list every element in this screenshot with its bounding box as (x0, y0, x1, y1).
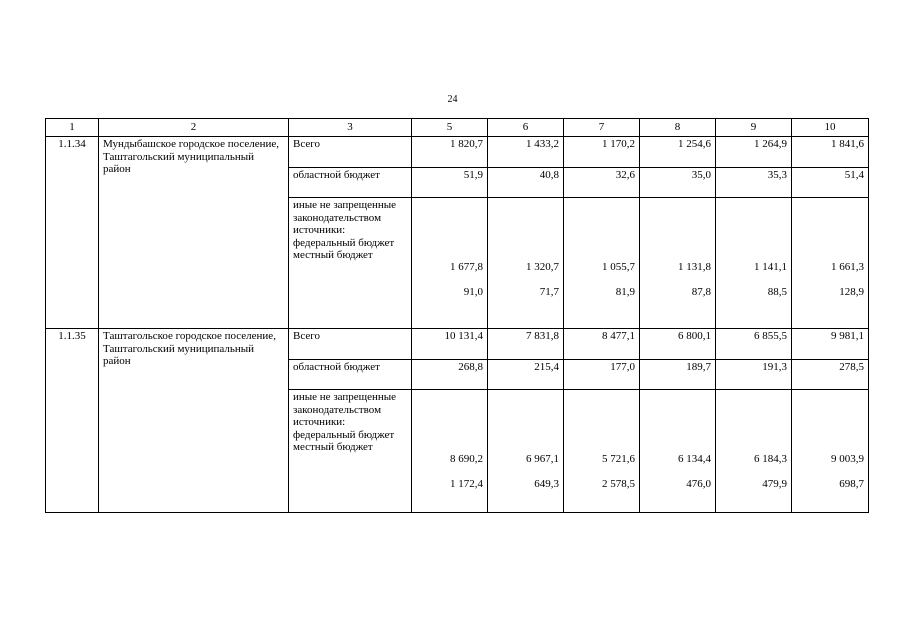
value-cell: 268,8 (412, 360, 488, 390)
page-number: 24 (447, 94, 458, 105)
federal-value: 1 320,7 (526, 261, 559, 273)
source-label (289, 390, 412, 513)
federal-value: 1 131,8 (678, 261, 711, 273)
value-cell: 40,8 (488, 168, 564, 198)
row-code: 1.1.35 (46, 329, 99, 513)
local-label: местный бюджет (293, 441, 373, 453)
value-cell (640, 390, 716, 513)
local-label: местный бюджет (293, 249, 373, 261)
local-value: 71,7 (539, 285, 559, 298)
municipality-name: Таштагольское городское поселение, Таштагольский муниципальный район (99, 329, 289, 513)
value-cell (488, 198, 564, 329)
value-cell (412, 390, 488, 513)
local-value: 649,3 (534, 477, 559, 490)
table-row (46, 329, 869, 360)
column-header: 7 (564, 119, 640, 137)
value-cell: 278,5 (792, 360, 869, 390)
source-label: областной бюджет (289, 360, 412, 390)
value-cell: 191,3 (716, 360, 792, 390)
local-value: 87,8 (691, 285, 711, 298)
federal-value: 1 661,3 (831, 261, 864, 273)
value-cell: 6 800,1 (640, 329, 716, 360)
column-header: 1 (46, 119, 99, 137)
value-cell: 35,0 (640, 168, 716, 198)
source-label: Всего (289, 329, 412, 360)
source-label: Всего (289, 137, 412, 168)
federal-value: 1 141,1 (754, 261, 787, 273)
federal-label: федеральный бюджет (293, 236, 395, 249)
column-header: 3 (289, 119, 412, 137)
other-sources-label: иные не запрещенные законодательством источники: (293, 391, 397, 428)
federal-value: 8 690,2 (450, 453, 483, 465)
column-header-row (46, 119, 869, 137)
value-cell: 1 170,2 (564, 137, 640, 168)
column-header: 2 (99, 119, 289, 137)
local-value: 128,9 (839, 285, 864, 298)
value-cell: 1 254,6 (640, 137, 716, 168)
value-cell: 1 841,6 (792, 137, 869, 168)
value-cell: 8 477,1 (564, 329, 640, 360)
federal-value: 5 721,6 (602, 453, 635, 465)
value-cell (792, 198, 869, 329)
value-cell: 189,7 (640, 360, 716, 390)
local-value: 2 578,5 (602, 477, 635, 490)
table-row (46, 137, 869, 168)
value-cell: 35,3 (716, 168, 792, 198)
federal-value: 1 055,7 (602, 261, 635, 273)
value-cell: 7 831,8 (488, 329, 564, 360)
column-header: 5 (412, 119, 488, 137)
value-cell (716, 390, 792, 513)
federal-value: 9 003,9 (831, 453, 864, 465)
municipality-name: Мундыбашское городское поселение, Таштагольский муниципальный район (99, 137, 289, 329)
federal-label: федеральный бюджет (293, 428, 395, 441)
value-cell: 1 264,9 (716, 137, 792, 168)
value-cell: 215,4 (488, 360, 564, 390)
value-cell: 9 981,1 (792, 329, 869, 360)
value-cell: 32,6 (564, 168, 640, 198)
federal-value: 6 967,1 (526, 453, 559, 465)
budget-table (45, 118, 869, 513)
column-header: 8 (640, 119, 716, 137)
value-cell: 177,0 (564, 360, 640, 390)
value-cell (488, 390, 564, 513)
value-cell: 10 131,4 (412, 329, 488, 360)
row-code: 1.1.34 (46, 137, 99, 329)
value-cell: 6 855,5 (716, 329, 792, 360)
federal-value: 1 677,8 (450, 261, 483, 273)
value-cell: 1 433,2 (488, 137, 564, 168)
value-cell: 51,4 (792, 168, 869, 198)
federal-value: 6 184,3 (754, 453, 787, 465)
value-cell (564, 198, 640, 329)
source-label (289, 198, 412, 329)
value-cell: 1 820,7 (412, 137, 488, 168)
local-value: 479,9 (762, 477, 787, 490)
value-cell (640, 198, 716, 329)
value-cell: 51,9 (412, 168, 488, 198)
source-label: областной бюджет (289, 168, 412, 198)
column-header: 9 (716, 119, 792, 137)
federal-value: 6 134,4 (678, 453, 711, 465)
local-value: 1 172,4 (450, 477, 483, 490)
value-cell (716, 198, 792, 329)
local-value: 476,0 (686, 477, 711, 490)
value-cell (564, 390, 640, 513)
local-value: 88,5 (767, 285, 787, 298)
value-cell (412, 198, 488, 329)
local-value: 91,0 (463, 285, 483, 298)
other-sources-label: иные не запрещенные законодательством источники: (293, 199, 397, 236)
local-value: 81,9 (615, 285, 635, 298)
column-header: 6 (488, 119, 564, 137)
value-cell (792, 390, 869, 513)
column-header: 10 (792, 119, 869, 137)
local-value: 698,7 (839, 477, 864, 490)
